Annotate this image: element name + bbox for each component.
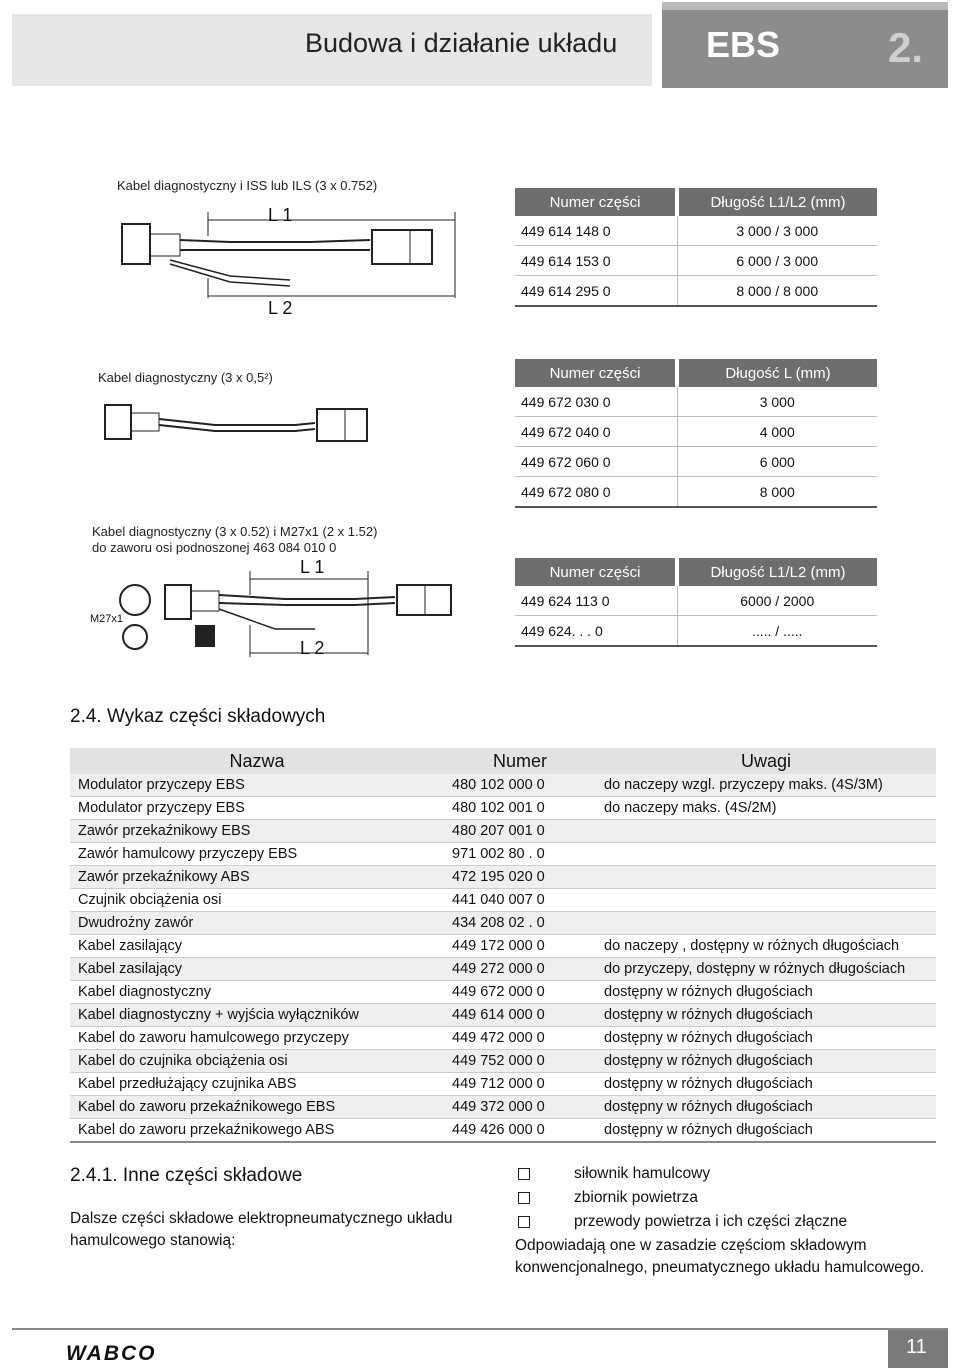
part-name-cell: Dwudrożny zawór xyxy=(70,912,444,935)
cable3-drawing xyxy=(85,565,475,665)
cable2-caption: Kabel diagnostyczny (3 x 0,5²) xyxy=(98,370,273,385)
notes-cell: do naczepy , dostępny w różnych długościach xyxy=(596,935,936,958)
part-number-cell: 449 426 000 0 xyxy=(444,1119,596,1143)
part-name-cell: Kabel przedłużający czujnika ABS xyxy=(70,1073,444,1096)
checkbox-icon xyxy=(518,1216,530,1228)
chapter-number: 2. xyxy=(888,24,924,71)
table-row: 449 672 060 0 6 000 xyxy=(515,447,877,477)
cable3-l2-label: L 2 xyxy=(300,638,325,658)
part-number-cell: 449 712 000 0 xyxy=(444,1073,596,1096)
table-row: 449 614 295 0 8 000 / 8 000 xyxy=(515,276,877,307)
list-item: zbiornik powietrza xyxy=(518,1187,698,1209)
table-row xyxy=(70,774,936,797)
footer-line xyxy=(12,1328,948,1330)
col-part-number: Numer części xyxy=(515,188,677,216)
m27-label: M27x1 xyxy=(90,613,124,625)
notes-cell: dostępny w różnych długościach xyxy=(596,1119,936,1143)
section-241-title: 2.4.1. Inne części składowe xyxy=(70,1165,303,1186)
table-row xyxy=(70,1096,936,1119)
part-name-cell: Kabel diagnostyczny xyxy=(70,981,444,1004)
notes-cell xyxy=(596,843,936,866)
col-name: Nazwa xyxy=(70,748,444,774)
part-number-cell: 480 102 001 0 xyxy=(444,797,596,820)
notes-cell: dostępny w różnych długościach xyxy=(596,1027,936,1050)
col-length: Długość L1/L2 (mm) xyxy=(677,188,877,216)
part-name-cell: Kabel diagnostyczny + wyjścia wyłączników xyxy=(70,1004,444,1027)
part-number-cell: 449 272 000 0 xyxy=(444,958,596,981)
cable1-caption: Kabel diagnostyczny i ISS lub ILS (3 x 0.752) xyxy=(117,178,378,193)
col-part-number: Numer części xyxy=(515,359,677,387)
table-row xyxy=(70,820,936,843)
table-row: 449 624 113 0 6000 / 2000 xyxy=(515,586,877,616)
components-table xyxy=(70,748,936,1143)
part-number-cell: 441 040 007 0 xyxy=(444,889,596,912)
checkbox-icon xyxy=(518,1168,530,1180)
table-row xyxy=(70,1050,936,1073)
notes-cell: do naczepy wzgl. przyczepy maks. (4S/3M) xyxy=(596,774,936,797)
notes-cell: dostępny w różnych długościach xyxy=(596,981,936,1004)
cable2-table xyxy=(515,359,877,508)
part-name-cell: Czujnik obciążenia osi xyxy=(70,889,444,912)
table-row: 449 672 040 0 4 000 xyxy=(515,417,877,447)
part-number-cell: 449 472 000 0 xyxy=(444,1027,596,1050)
page-title: Budowa i działanie układu xyxy=(305,28,618,58)
part-name-cell: Kabel zasilający xyxy=(70,958,444,981)
part-number-cell: 449 614 000 0 xyxy=(444,1004,596,1027)
table-row: 449 614 148 0 3 000 / 3 000 xyxy=(515,216,877,246)
part-number-cell: 480 207 001 0 xyxy=(444,820,596,843)
col-length: Długość L1/L2 (mm) xyxy=(677,558,877,586)
page-number: 11 xyxy=(906,1336,927,1358)
cable3-caption-2: do zaworu osi podnoszonej 463 084 010 0 xyxy=(92,540,337,555)
col-notes: Uwagi xyxy=(596,748,936,774)
table-row xyxy=(70,1073,936,1096)
notes-cell: dostępny w różnych długościach xyxy=(596,1096,936,1119)
part-name-cell: Modulator przyczepy EBS xyxy=(70,774,444,797)
cable1-l1-label: L 1 xyxy=(268,205,293,225)
col-length: Długość L (mm) xyxy=(677,359,877,387)
table-row: 449 672 030 0 3 000 xyxy=(515,387,877,417)
part-number-cell: 449 372 000 0 xyxy=(444,1096,596,1119)
part-number-cell: 971 002 80 . 0 xyxy=(444,843,596,866)
part-name-cell: Kabel do zaworu przekaźnikowego ABS xyxy=(70,1119,444,1143)
cable3-caption-1: Kabel diagnostyczny (3 x 0.52) i M27x1 (2 x 1.52) xyxy=(92,524,378,539)
part-number-cell: 472 195 020 0 xyxy=(444,866,596,889)
table-row xyxy=(70,889,936,912)
part-number-cell: 480 102 000 0 xyxy=(444,774,596,797)
notes-cell: dostępny w różnych długościach xyxy=(596,1073,936,1096)
closing-paragraph: Odpowiadają one w zasadzie częściom składowym konwencjonalnego, pneumatycznego układu hamulcowego. xyxy=(515,1237,925,1276)
notes-cell xyxy=(596,820,936,843)
list-item: przewody powietrza i ich części złączne xyxy=(518,1211,847,1233)
notes-cell xyxy=(596,889,936,912)
table-row: 449 672 080 0 8 000 xyxy=(515,477,877,508)
cable1-l2-label: L 2 xyxy=(268,298,293,318)
part-number-cell: 434 208 02 . 0 xyxy=(444,912,596,935)
section-label: EBS xyxy=(706,24,781,65)
part-name-cell: Zawór przekaźnikowy ABS xyxy=(70,866,444,889)
part-name-cell: Kabel do zaworu przekaźnikowego EBS xyxy=(70,1096,444,1119)
table-row: 449 614 153 0 6 000 / 3 000 xyxy=(515,246,877,276)
section-box-top xyxy=(662,2,948,10)
notes-cell: do naczepy maks. (4S/2M) xyxy=(596,797,936,820)
notes-cell: dostępny w różnych długościach xyxy=(596,1004,936,1027)
table-row xyxy=(70,797,936,820)
table-row xyxy=(70,1027,936,1050)
notes-cell xyxy=(596,866,936,889)
table-row xyxy=(70,843,936,866)
section-241-paragraph: Dalsze części składowe elektropneumatycznego układu hamulcowego stanowią: xyxy=(70,1210,453,1249)
wabco-logo: WABCO xyxy=(66,1342,157,1365)
table-row xyxy=(70,981,936,1004)
notes-cell xyxy=(596,912,936,935)
part-number-cell: 449 172 000 0 xyxy=(444,935,596,958)
cable3-l1-label: L 1 xyxy=(300,557,325,577)
part-name-cell: Zawór hamulcowy przyczepy EBS xyxy=(70,843,444,866)
checkbox-icon xyxy=(518,1192,530,1204)
table-row xyxy=(70,1004,936,1027)
part-name-cell: Kabel do zaworu hamulcowego przyczepy xyxy=(70,1027,444,1050)
part-name-cell: Zawór przekaźnikowy EBS xyxy=(70,820,444,843)
cable3-table xyxy=(515,558,877,647)
list-item: siłownik hamulcowy xyxy=(518,1163,710,1185)
notes-cell: do przyczepy, dostępny w różnych długościach xyxy=(596,958,936,981)
section-24-title: 2.4. Wykaz części składowych xyxy=(70,706,326,727)
cable1-table xyxy=(515,188,877,307)
part-name-cell: Kabel do czujnika obciążenia osi xyxy=(70,1050,444,1073)
part-number-cell: 449 752 000 0 xyxy=(444,1050,596,1073)
table-row xyxy=(70,866,936,889)
table-row xyxy=(70,912,936,935)
col-number: Numer xyxy=(444,748,596,774)
table-row: 449 624. . . 0 ..... / ..... xyxy=(515,616,877,647)
col-part-number: Numer części xyxy=(515,558,677,586)
cable2-drawing xyxy=(95,395,385,455)
part-name-cell: Kabel zasilający xyxy=(70,935,444,958)
table-row xyxy=(70,1119,936,1143)
table-row xyxy=(70,935,936,958)
notes-cell: dostępny w różnych długościach xyxy=(596,1050,936,1073)
part-name-cell: Modulator przyczepy EBS xyxy=(70,797,444,820)
table-row xyxy=(70,958,936,981)
part-number-cell: 449 672 000 0 xyxy=(444,981,596,1004)
